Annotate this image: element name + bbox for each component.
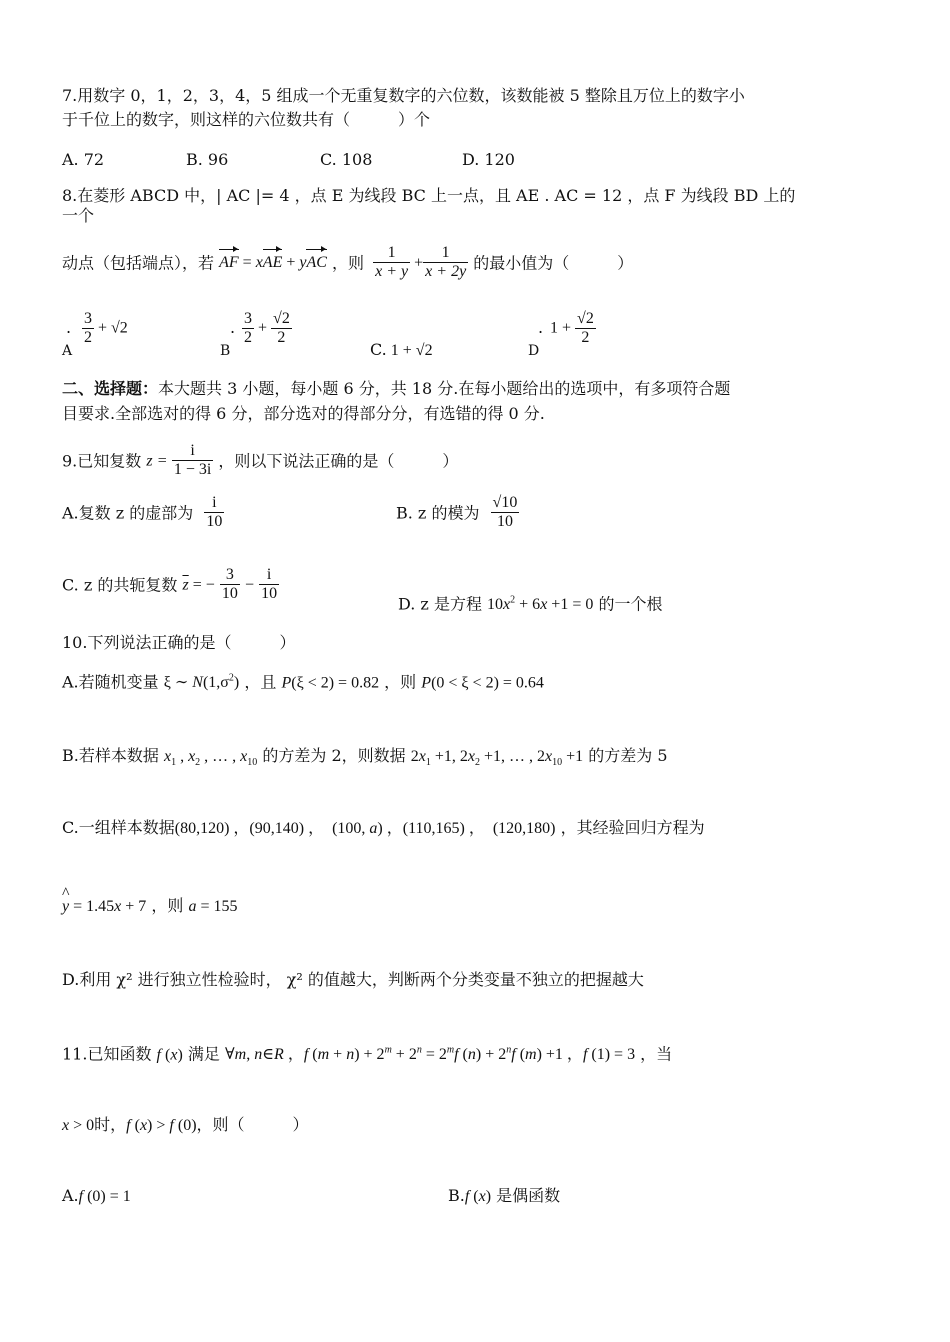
q8-expression: $\frac{1}{x + y}$	[375, 244, 409, 281]
q11-option-b: B.f (x) 是偶函数	[448, 1186, 561, 1205]
q9-option-d: D. z 是方程 $10x^2 + 6x +1 = 0$ 的一个根	[398, 594, 663, 614]
q7-option-a: A. 72	[62, 150, 105, 169]
q10-option-a: A.若随机变量 ξ ∼ $N(1,\sigma^2)$ ，且 P(ξ < 2) = 0.82 ，则 P(0 < ξ < 2) = 0.64	[62, 672, 544, 692]
q9-stem: 9.已知复数 z = $\frac{i}{1 - 3i}$ ，则以下说法正确的是（ ）	[62, 442, 459, 479]
q8-line1: 8.在菱形 ABCD 中，| AC |= 4 ，点 E 为线段 BC 上一点，且 AE . AC = 12 ，点 F 为线段 BD 上的	[62, 186, 796, 205]
q7-option-d: D. 120	[462, 150, 515, 169]
q7-option-b: B. 96	[186, 150, 229, 169]
q11-option-a: A.f (0) = 1	[62, 1186, 131, 1205]
q9-option-b: B. z 的模为 $\frac{√10}{10}$	[396, 494, 518, 531]
q9-option-c: C. z 的共轭复数 $\overline{z}$ = − $\frac{3}{10}$ − $\frac{i}{10}$	[62, 566, 278, 603]
q8-line2-suffix: 的最小值为（ ）	[473, 253, 634, 273]
q8-line2-mid: ，则	[332, 253, 365, 273]
q8-line2-prefix: 动点（包括端点），若	[62, 253, 215, 273]
section2-heading: 二、选择题：	[62, 379, 159, 398]
q7-line1: 7.用数字 0，1，2，3，4，5 组成一个无重复数字的六位数，该数能被 5 整除且万位上的数字小	[62, 86, 745, 105]
q8-expression-2: $\frac{1}{x + 2y}$	[425, 244, 467, 281]
q9-z-fraction: $\frac{i}{1 - 3i}$	[173, 442, 212, 479]
q8-line1b: 一个	[62, 206, 95, 225]
q8-option-c: C. 1 + √2	[370, 340, 433, 359]
q10-option-b: B.若样本数据 $x_1$ , $x_2$ , … , $x_{10}$ 的方差为 2，则数据 $2x_1 +1$, $2x_2 +1$, … , $2x_{10} +1$ 的方差为 5	[62, 746, 668, 769]
section2-line2: 目要求.全部选对的得 6 分，部分选对的得部分分，有选错的得 0 分.	[62, 404, 545, 423]
q10-option-d: D.利用 χ² 进行独立性检验时， χ² 的值越大，判断两个分类变量不独立的把握越大	[62, 970, 644, 989]
q7-option-c: C. 108	[320, 150, 373, 169]
q9-option-a: A.复数 z 的虚部为 $\frac{i}{10}$	[62, 494, 223, 531]
q10-option-c: C.一组样本数据(80,120) ，(90,140) ， (100, a) ，(110,165) ， (120,180) ，其经验回归方程为	[62, 818, 705, 837]
q7-line2: 于千位上的数字，则这样的六位数共有（ ）个	[62, 110, 431, 129]
q8-line2: 动点（包括端点），若 AF = xAE + yAC ，则 $\frac{1}{x + y}$ + $\frac{1}{x + 2y}$ 的最小值为（ ）	[62, 244, 634, 281]
q11-line2: x > 0时，f (x) > f (0)，则（ ）	[62, 1115, 309, 1134]
section2-line1: 二、选择题：本大题共 3 小题，每小题 6 分，共 18 分.在每小题给出的选项中，有多项符合题	[62, 379, 731, 398]
q10-option-c-line2: y ^ = 1.45x + 7 ，则 a = 155	[62, 885, 238, 915]
q11-stem: 11.已知函数 f (x) 满足 ∀m, n∈R ，f $(m + n) + 2^m + 2^n = 2^mf$ $(n) + 2^nf$ (m) +1 ，f (1) = 3 ，当	[62, 1044, 673, 1064]
q8-options: . A $\frac{3}{2}$ + √2 . B $\frac{3}{2}$ + $\frac{√2}{2}$ C. 1 + √2 . D 1 + $\frac{√2}{2}$	[62, 310, 594, 359]
q8-vector-equation: AF = xAE + yAC	[219, 254, 327, 272]
q10-stem: 10.下列说法正确的是（ ）	[62, 633, 296, 652]
